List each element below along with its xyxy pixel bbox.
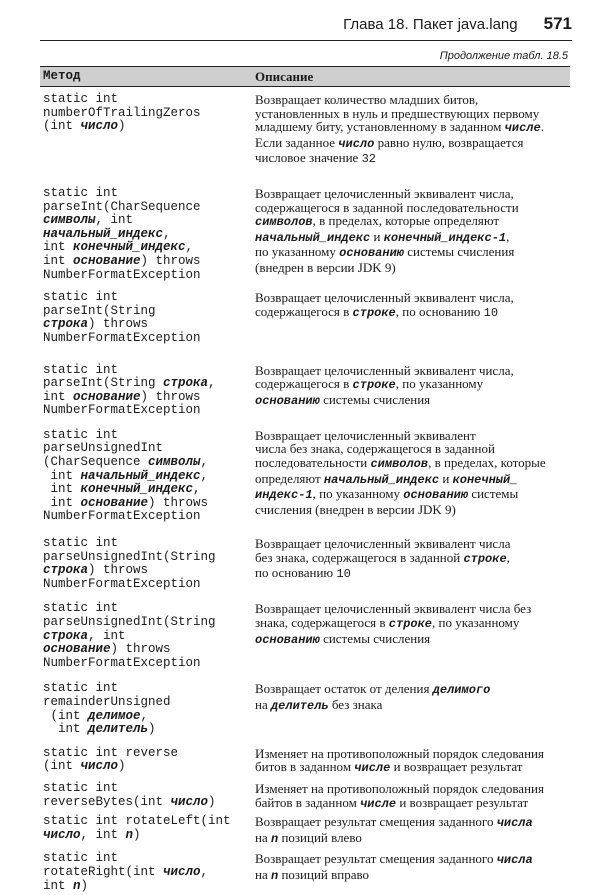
text-run: ,	[140, 708, 149, 723]
param-placeholder: начальный_индекс	[80, 468, 201, 483]
text-run: NumberFormatException	[43, 655, 201, 670]
method-signature	[40, 429, 255, 524]
param-placeholder: начальный_индекс	[43, 226, 164, 241]
param-placeholder: число	[163, 864, 201, 879]
text-run: parseInt(String	[43, 303, 156, 318]
description-line	[255, 796, 564, 812]
method-line	[43, 497, 255, 511]
text-run: ,	[163, 226, 171, 241]
text-run: parseInt(String	[43, 376, 164, 391]
table-row	[40, 87, 570, 179]
method-description	[255, 187, 570, 282]
method-line	[43, 710, 255, 724]
text-run: Возвращает целочисленный эквивалент	[255, 427, 476, 443]
text-run: , int	[80, 827, 126, 842]
method-description	[255, 291, 570, 345]
description-line	[255, 214, 564, 230]
text-run: последовательности	[255, 455, 371, 471]
table-row	[40, 674, 570, 740]
description-line	[255, 305, 564, 321]
description-line	[255, 868, 564, 884]
description-line	[255, 151, 564, 167]
text-run: системы	[468, 486, 519, 502]
text-run: равно нулю, возвращается	[374, 134, 524, 150]
method-line	[43, 852, 255, 866]
text-run: младшему биту, установленному в заданном	[255, 119, 505, 135]
text-run: static int	[43, 536, 119, 551]
method-line	[43, 510, 255, 524]
text-run: NumberFormatException	[43, 403, 201, 418]
text-run: Возвращает целочисленный эквивалент числа	[255, 536, 511, 552]
text-run: Изменяет на противоположный порядок следования	[255, 745, 544, 761]
text-run: , по указанному	[312, 486, 404, 502]
text-run: Возвращает целочисленный эквивалент числа,	[255, 185, 514, 201]
text-run: установленных в нуль и предшествующих первому	[255, 105, 540, 121]
text-run: static int	[43, 851, 119, 866]
description-line	[255, 377, 564, 393]
method-description	[255, 747, 570, 776]
method-line	[43, 537, 255, 551]
method-line	[43, 796, 255, 810]
param-placeholder: строке	[352, 305, 396, 320]
description-line	[255, 472, 564, 488]
method-line	[43, 404, 255, 418]
table-row	[40, 179, 570, 286]
method-line	[43, 630, 255, 644]
param-placeholder: число	[170, 794, 209, 809]
methods-table	[40, 66, 570, 895]
text-run: int	[43, 495, 81, 510]
method-description	[255, 852, 570, 893]
method-line	[43, 187, 255, 201]
table-row	[40, 848, 570, 895]
method-description	[255, 93, 570, 167]
table-continuation-note: Продолжение табл. 18.5	[439, 50, 568, 62]
text-run: Возвращает количество младших битов,	[255, 92, 479, 107]
text-run: Возвращает результат смещения заданного	[255, 814, 497, 830]
method-line	[43, 760, 255, 774]
table-row	[40, 356, 570, 422]
table-row	[40, 530, 570, 595]
text-run: int	[43, 878, 74, 893]
text-run: Возвращает целочисленный эквивалент числа без	[255, 601, 532, 617]
method-line	[43, 470, 255, 484]
text-run: ) throws	[140, 253, 201, 268]
param-placeholder: начальный_индекс	[255, 230, 371, 245]
description-line	[255, 760, 564, 776]
text-run: определяют	[255, 470, 324, 486]
description-line	[255, 682, 564, 698]
text-run: , по основанию	[395, 303, 484, 319]
param-placeholder: строка	[163, 376, 209, 391]
description-line	[255, 831, 564, 847]
description-line	[255, 698, 564, 714]
code-literal: 10	[336, 567, 351, 582]
method-line	[43, 93, 255, 107]
table-row	[40, 741, 570, 778]
text-run: static int	[43, 427, 119, 442]
text-run: на	[255, 829, 271, 845]
description-line	[255, 187, 564, 201]
param-placeholder: основание	[73, 389, 141, 404]
text-run: Возвращает остаток от деления	[255, 681, 433, 697]
text-run: ,	[185, 240, 194, 255]
text-run: , по указанному	[432, 615, 520, 630]
param-placeholder: число	[43, 827, 81, 842]
text-run: static int	[43, 601, 119, 616]
text-run: Возвращает результат смещения заданного	[255, 851, 497, 867]
text-run: parseUnsignedInt(String	[43, 549, 216, 564]
method-description	[255, 537, 570, 591]
column-header-method: Метод	[43, 68, 81, 83]
method-line	[43, 391, 255, 405]
text-run: на	[255, 696, 271, 712]
text-run: счисления (внедрен в версии JDK 9)	[255, 501, 456, 517]
description-line	[255, 136, 564, 152]
text-run: ,	[200, 455, 209, 470]
text-run: parseInt(CharSequence	[43, 199, 201, 214]
description-line	[255, 487, 564, 503]
text-run: (int	[43, 759, 81, 774]
text-run: (внедрен в версии JDK 9)	[255, 259, 396, 275]
param-placeholder: основанию	[403, 488, 469, 503]
method-line	[43, 318, 255, 332]
text-run: )	[80, 878, 89, 893]
method-description	[255, 815, 570, 846]
description-line	[255, 393, 564, 409]
text-run: NumberFormatException	[43, 509, 201, 524]
text-run: , в пределах, которые определяют	[312, 213, 500, 229]
method-line	[43, 657, 255, 671]
text-run: parseUnsignedInt	[43, 441, 164, 456]
text-run: int	[43, 253, 74, 268]
param-placeholder: строке	[463, 551, 507, 566]
method-line	[43, 255, 255, 269]
text-run: без знака	[328, 696, 383, 712]
text-run: (CharSequence	[43, 455, 149, 470]
text-run: Возвращает целочисленный эквивалент числа,	[255, 362, 514, 378]
description-line	[255, 602, 564, 616]
text-run: int	[43, 482, 81, 497]
method-line	[43, 682, 255, 696]
method-line	[43, 880, 255, 894]
param-placeholder: основанию	[255, 632, 320, 647]
description-line	[255, 429, 564, 443]
text-run: знака, содержащегося в	[255, 615, 389, 630]
param-placeholder: основание	[80, 495, 149, 510]
param-placeholder: делимое	[88, 708, 141, 723]
method-signature	[40, 364, 255, 418]
param-placeholder: строке	[352, 378, 396, 393]
text-run: битов в заданном	[255, 759, 355, 775]
param-placeholder: конечный_индекс-1	[383, 230, 507, 245]
param-placeholder: числе	[504, 121, 541, 136]
text-run: reverseBytes(int	[43, 794, 171, 809]
text-run: int	[43, 389, 74, 404]
method-line	[43, 564, 255, 578]
param-placeholder: число	[338, 136, 375, 151]
table-row	[40, 422, 570, 530]
text-run: и	[439, 470, 453, 486]
text-run: ) throws	[88, 317, 149, 332]
param-placeholder: n	[73, 878, 81, 893]
text-run: ) throws	[140, 389, 201, 404]
code-literal: 32	[361, 152, 376, 167]
param-placeholder: символы	[43, 213, 96, 228]
text-run: (int	[43, 119, 81, 134]
description-line	[255, 815, 564, 831]
method-line	[43, 723, 255, 737]
text-run: static int reverse	[43, 745, 179, 760]
text-run: байтов в заданном	[255, 794, 361, 810]
text-run: NumberFormatException	[43, 330, 201, 345]
param-placeholder: основание	[73, 253, 141, 268]
page-number: 571	[543, 14, 572, 33]
method-signature	[40, 682, 255, 736]
text-run: int	[43, 468, 81, 483]
text-run: static int	[43, 185, 119, 200]
text-run: ,	[208, 376, 216, 391]
param-placeholder: основанию	[255, 393, 320, 408]
description-line	[255, 503, 564, 517]
text-run: системы счисления	[319, 391, 431, 407]
text-run: .	[540, 119, 544, 135]
text-run: parseUnsignedInt(String	[43, 615, 216, 629]
method-signature	[40, 187, 255, 282]
table-row	[40, 813, 570, 848]
param-placeholder: n	[270, 831, 279, 846]
text-run: на	[255, 866, 271, 882]
text-run: remainderUnsigned	[43, 694, 171, 709]
text-run: )	[118, 119, 126, 134]
text-run: позиций влево	[278, 829, 362, 845]
text-run: ,	[200, 468, 209, 483]
text-run: , в пределах, которые	[428, 455, 546, 471]
param-placeholder: числа	[496, 853, 533, 868]
text-run: int	[43, 722, 89, 737]
method-signature	[40, 747, 255, 776]
text-run: ) throws	[110, 642, 171, 657]
method-signature	[40, 93, 255, 167]
text-run: ,	[193, 482, 201, 497]
description-line	[255, 291, 564, 305]
text-run: содержащегося в заданной последовательности	[255, 199, 519, 215]
param-placeholder: делитель	[270, 698, 329, 713]
method-description	[255, 364, 570, 418]
text-run: системы счисления	[319, 630, 431, 646]
text-run: Если заданное	[255, 134, 339, 150]
method-line	[43, 442, 255, 456]
param-placeholder: строка	[43, 563, 89, 578]
text-run: и возвращает результат	[390, 759, 523, 775]
method-line	[43, 602, 255, 616]
text-run: NumberFormatException	[43, 267, 201, 282]
description-line	[255, 782, 564, 796]
param-placeholder: конечный_индекс	[73, 240, 186, 255]
method-description	[255, 682, 570, 736]
text-run: static int	[43, 92, 119, 106]
text-run: )	[118, 759, 126, 774]
text-run: )	[133, 827, 141, 842]
method-line	[43, 866, 255, 880]
method-signature	[40, 602, 255, 670]
param-placeholder: основание	[43, 642, 111, 657]
method-line	[43, 107, 255, 121]
text-run: позиций вправо	[278, 866, 370, 882]
param-placeholder: основанию	[339, 246, 404, 261]
table-header	[40, 66, 570, 87]
table-row	[40, 778, 570, 813]
param-placeholder: числе	[360, 796, 397, 811]
text-run: static int	[43, 290, 119, 305]
running-header	[40, 14, 572, 41]
code-literal: 10	[483, 305, 499, 320]
param-placeholder: строке	[388, 617, 433, 631]
method-line	[43, 214, 255, 228]
method-signature	[40, 537, 255, 591]
param-placeholder: числе	[354, 761, 391, 776]
method-line	[43, 643, 255, 657]
param-placeholder: число	[80, 119, 119, 134]
method-signature	[40, 291, 255, 345]
method-line	[43, 228, 255, 242]
param-placeholder: символов	[370, 457, 429, 472]
text-run: ,	[200, 864, 209, 879]
text-run: static int	[43, 681, 119, 696]
method-description	[255, 782, 570, 811]
description-line	[255, 261, 564, 275]
description-line	[255, 456, 564, 472]
param-placeholder: символы	[148, 455, 201, 470]
text-run: содержащегося в	[255, 303, 353, 319]
text-run: ) throws	[148, 495, 209, 510]
text-run: )	[148, 722, 156, 737]
method-signature	[40, 815, 255, 846]
method-line	[43, 578, 255, 592]
method-line	[43, 483, 255, 497]
param-placeholder: делимого	[432, 683, 491, 698]
table-row	[40, 286, 570, 355]
method-description	[255, 602, 570, 670]
description-line	[255, 551, 564, 567]
method-line	[43, 364, 255, 378]
column-header-description: Описание	[255, 68, 314, 84]
method-line	[43, 269, 255, 283]
param-placeholder: n	[270, 868, 279, 883]
method-line	[43, 696, 255, 710]
method-signature	[40, 852, 255, 893]
method-description	[255, 429, 570, 524]
text-run: , по указанному	[395, 376, 484, 392]
method-line	[43, 332, 255, 346]
description-line	[255, 566, 564, 582]
method-line	[43, 456, 255, 470]
method-line	[43, 305, 255, 319]
method-line	[43, 829, 255, 843]
text-run: Изменяет на противоположный порядок следования	[255, 780, 544, 796]
param-placeholder: конечный_индекс	[80, 482, 194, 497]
method-line	[43, 241, 255, 255]
text-run: системы счисления	[403, 244, 515, 260]
text-run: и	[370, 228, 384, 244]
text-run: )	[208, 794, 216, 809]
param-placeholder: конечный_	[452, 472, 518, 487]
table-row	[40, 595, 570, 674]
text-run: rotateRight(int	[43, 864, 164, 879]
text-run: static int	[43, 780, 119, 795]
chapter-title: Глава 18. Пакет java.lang	[343, 16, 518, 33]
method-line	[43, 747, 255, 761]
method-line	[43, 782, 255, 796]
method-line	[43, 616, 255, 630]
param-placeholder: число	[80, 759, 119, 774]
description-line	[255, 852, 564, 868]
text-run: ) throws	[88, 563, 149, 578]
method-line	[43, 429, 255, 443]
description-line	[255, 245, 564, 261]
text-run: (int	[43, 708, 89, 723]
description-line	[255, 537, 564, 551]
description-line	[255, 230, 564, 246]
text-run: числа без знака, содержащегося в заданной	[255, 441, 495, 457]
description-line	[255, 107, 564, 121]
param-placeholder: индекс-1	[255, 488, 313, 503]
param-placeholder: n	[125, 827, 134, 842]
text-run: static int rotateLeft(int	[43, 814, 231, 829]
text-run: , int	[95, 213, 134, 228]
description-line	[255, 747, 564, 761]
text-run: ,	[506, 228, 510, 244]
text-run: static int	[43, 362, 119, 377]
method-line	[43, 120, 255, 134]
description-line	[255, 93, 564, 107]
method-line	[43, 551, 255, 565]
param-placeholder: числа	[496, 816, 533, 831]
description-line	[255, 616, 564, 632]
param-placeholder: начальный_индекс	[323, 472, 440, 487]
text-run: без знака, содержащегося в заданной	[255, 549, 464, 565]
method-line	[43, 377, 255, 391]
param-placeholder: строка	[43, 628, 89, 643]
description-line	[255, 632, 564, 648]
text-run: по указанному	[255, 244, 340, 260]
param-placeholder: делитель	[88, 722, 149, 737]
text-run: NumberFormatException	[43, 576, 201, 591]
text-run: , int	[88, 628, 126, 643]
method-signature	[40, 782, 255, 811]
text-run: int	[43, 240, 74, 255]
text-run: по основанию	[255, 565, 337, 581]
text-run: numberOfTrailingZeros	[43, 105, 201, 120]
text-run: ,	[506, 549, 510, 565]
description-line	[255, 201, 564, 215]
text-run: Возвращает целочисленный эквивалент числа,	[255, 290, 514, 306]
description-line	[255, 120, 564, 136]
param-placeholder: строка	[43, 317, 89, 332]
description-line	[255, 364, 564, 378]
text-run: содержащегося в	[255, 376, 353, 392]
table-body	[40, 87, 570, 895]
method-line	[43, 201, 255, 215]
text-run: числовое значение	[255, 150, 362, 166]
text-run: и возвращает результат	[396, 794, 529, 810]
param-placeholder: символов	[255, 215, 313, 230]
method-line	[43, 291, 255, 305]
description-line	[255, 442, 564, 456]
